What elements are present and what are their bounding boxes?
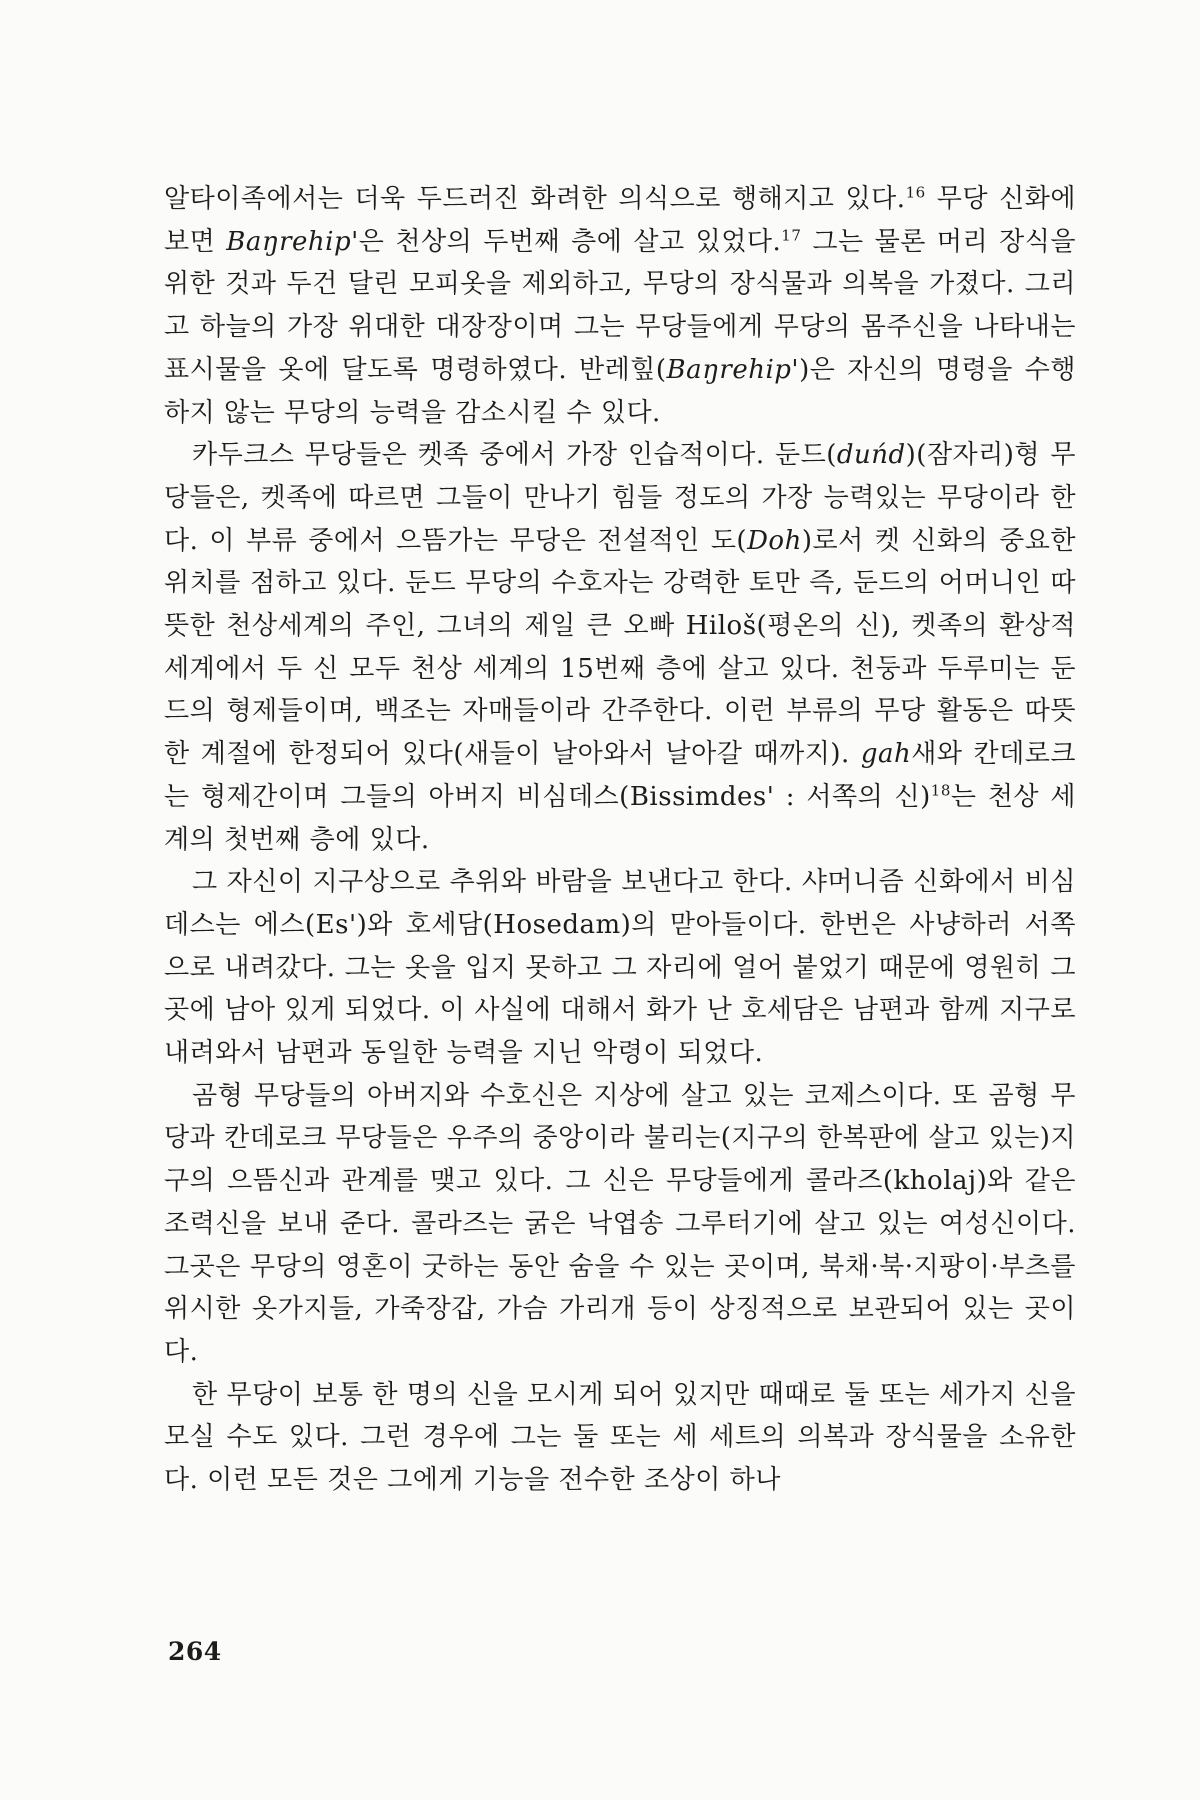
paragraph xyxy=(164,178,1076,434)
text-run: 그 자신이 지구상으로 추위와 바람을 보낸다고 한다. 샤머니즘 신화에서 비심데스는 에스(Es')와 호세담(Hosedam)의 맏아들이다. 한번은 사냥하러 서쪽으로 내려갔다. 그는 옷을 입지 못하고 그 자리에 얼어 붙었기 때문에 영원히 그곳에 남아 있게 되었다. 이 사실에 대해서 화가 난 호세담은 남편과 함께 지구로 내려와서 남편과 동일한 능력을 지닌 악령이 되었다. xyxy=(164,867,1076,1069)
text-run: 알타이족에서는 더욱 두드러진 화려한 의식으로 행해지고 있다. xyxy=(164,184,906,214)
footnote-ref: 17 xyxy=(781,226,802,245)
paragraph xyxy=(164,861,1076,1075)
italic-term: Doh xyxy=(747,525,802,556)
text-run: 곰형 무당들의 아버지와 수호신은 지상에 살고 있는 코제스이다. 또 곰형 무당과 칸데로크 무당들은 우주의 중앙이라 불리는(지구의 한복판에 살고 있는)지구의 으뜸신과 관계를 맺고 있다. 그 신은 무당들에게 콜라즈(kholaj)와 같은 조력신을 보내 준다. 콜라즈는 굵은 낙엽송 그루터기에 살고 있는 여성신이다. 그곳은 무당의 영혼이 굿하는 동안 숨을 수 있는 곳이며, 북채·북·지팡이·부츠를 위시한 옷가지들, 가죽장갑, 가슴 가리개 등이 상징적으로 보관되어 있는 곳이다. xyxy=(164,1080,1076,1367)
text-run: )로서 켓 신화의 중요한 위치를 점하고 있다. 둔드 무당의 수호자는 강력한 토만 즉, 둔드의 어머니인 따뜻한 천상세계의 주인, 그녀의 제일 큰 오빠 Hiloš(평온의 신), 켓족의 환상적 세계에서 두 신 모두 천상 세계의 15번째 층에 살고 있다. 천둥과 두루미는 둔드의 형제들이며, 백조는 자매들이라 간주한다. 이런 부류의 무당 활동은 따뜻한 계절에 한정되어 있다(새들이 날아와서 날아갈 때까지). xyxy=(164,525,1076,770)
page-number: 264 xyxy=(168,1637,222,1666)
text-run: 카두크스 무당들은 켓족 중에서 가장 인습적이다. 둔드( xyxy=(192,440,837,471)
paragraph xyxy=(164,1374,1076,1502)
italic-term: Baŋrehip' xyxy=(226,226,359,257)
paragraph xyxy=(164,1075,1076,1374)
footnote-ref: 18 xyxy=(930,781,951,800)
italic-term: Baŋrehip' xyxy=(666,354,800,385)
text-run: 한 무당이 보통 한 명의 신을 모시게 되어 있지만 때때로 둘 또는 세가지 신을 모실 수도 있다. 그런 경우에 그는 둘 또는 세 세트의 의복과 장식물을 소유한다. 이런 모든 것은 그에게 기능을 전수한 조상이 하나 xyxy=(164,1379,1076,1496)
paragraph xyxy=(164,434,1076,861)
text-run: 그는 물론 머리 장식을 위한 것과 두건 달린 모피옷을 제외하고, 무당의 장식물과 의복을 가졌다. 그리고 하늘의 가장 위대한 대장장이며 그는 무당들에게 무당의 몸주신을 나타내는 표시물을 옷에 달도록 명령하였다. 반레힢( xyxy=(164,226,1077,385)
text-run: 는 천상 세계의 첫번째 층에 있다. xyxy=(164,781,1076,855)
text-run: )은 자신의 명령을 수행하지 않는 무당의 능력을 감소시킬 수 있다. xyxy=(164,354,1076,428)
italic-term: duńd xyxy=(836,440,906,471)
text-run: 은 천상의 두번째 층에 살고 있었다. xyxy=(358,226,782,257)
italic-term: gah xyxy=(860,739,912,770)
footnote-ref: 16 xyxy=(905,183,926,202)
text-run: )(잠자리)형 무당들은, 켓족에 따르면 그들이 만나기 힘들 정도의 가장 능력있는 무당이라 한다. 이 부류 중에서 으뜸가는 무당은 전설적인 도( xyxy=(164,440,1076,556)
text-run: 무당 신화에 보면 xyxy=(164,184,1076,257)
body-text xyxy=(164,178,1076,1502)
text-run: 새와 칸데로크는 형제간이며 그들의 아버지 비심데스(Bissimdes' : 서쪽의 신) xyxy=(164,739,1076,812)
